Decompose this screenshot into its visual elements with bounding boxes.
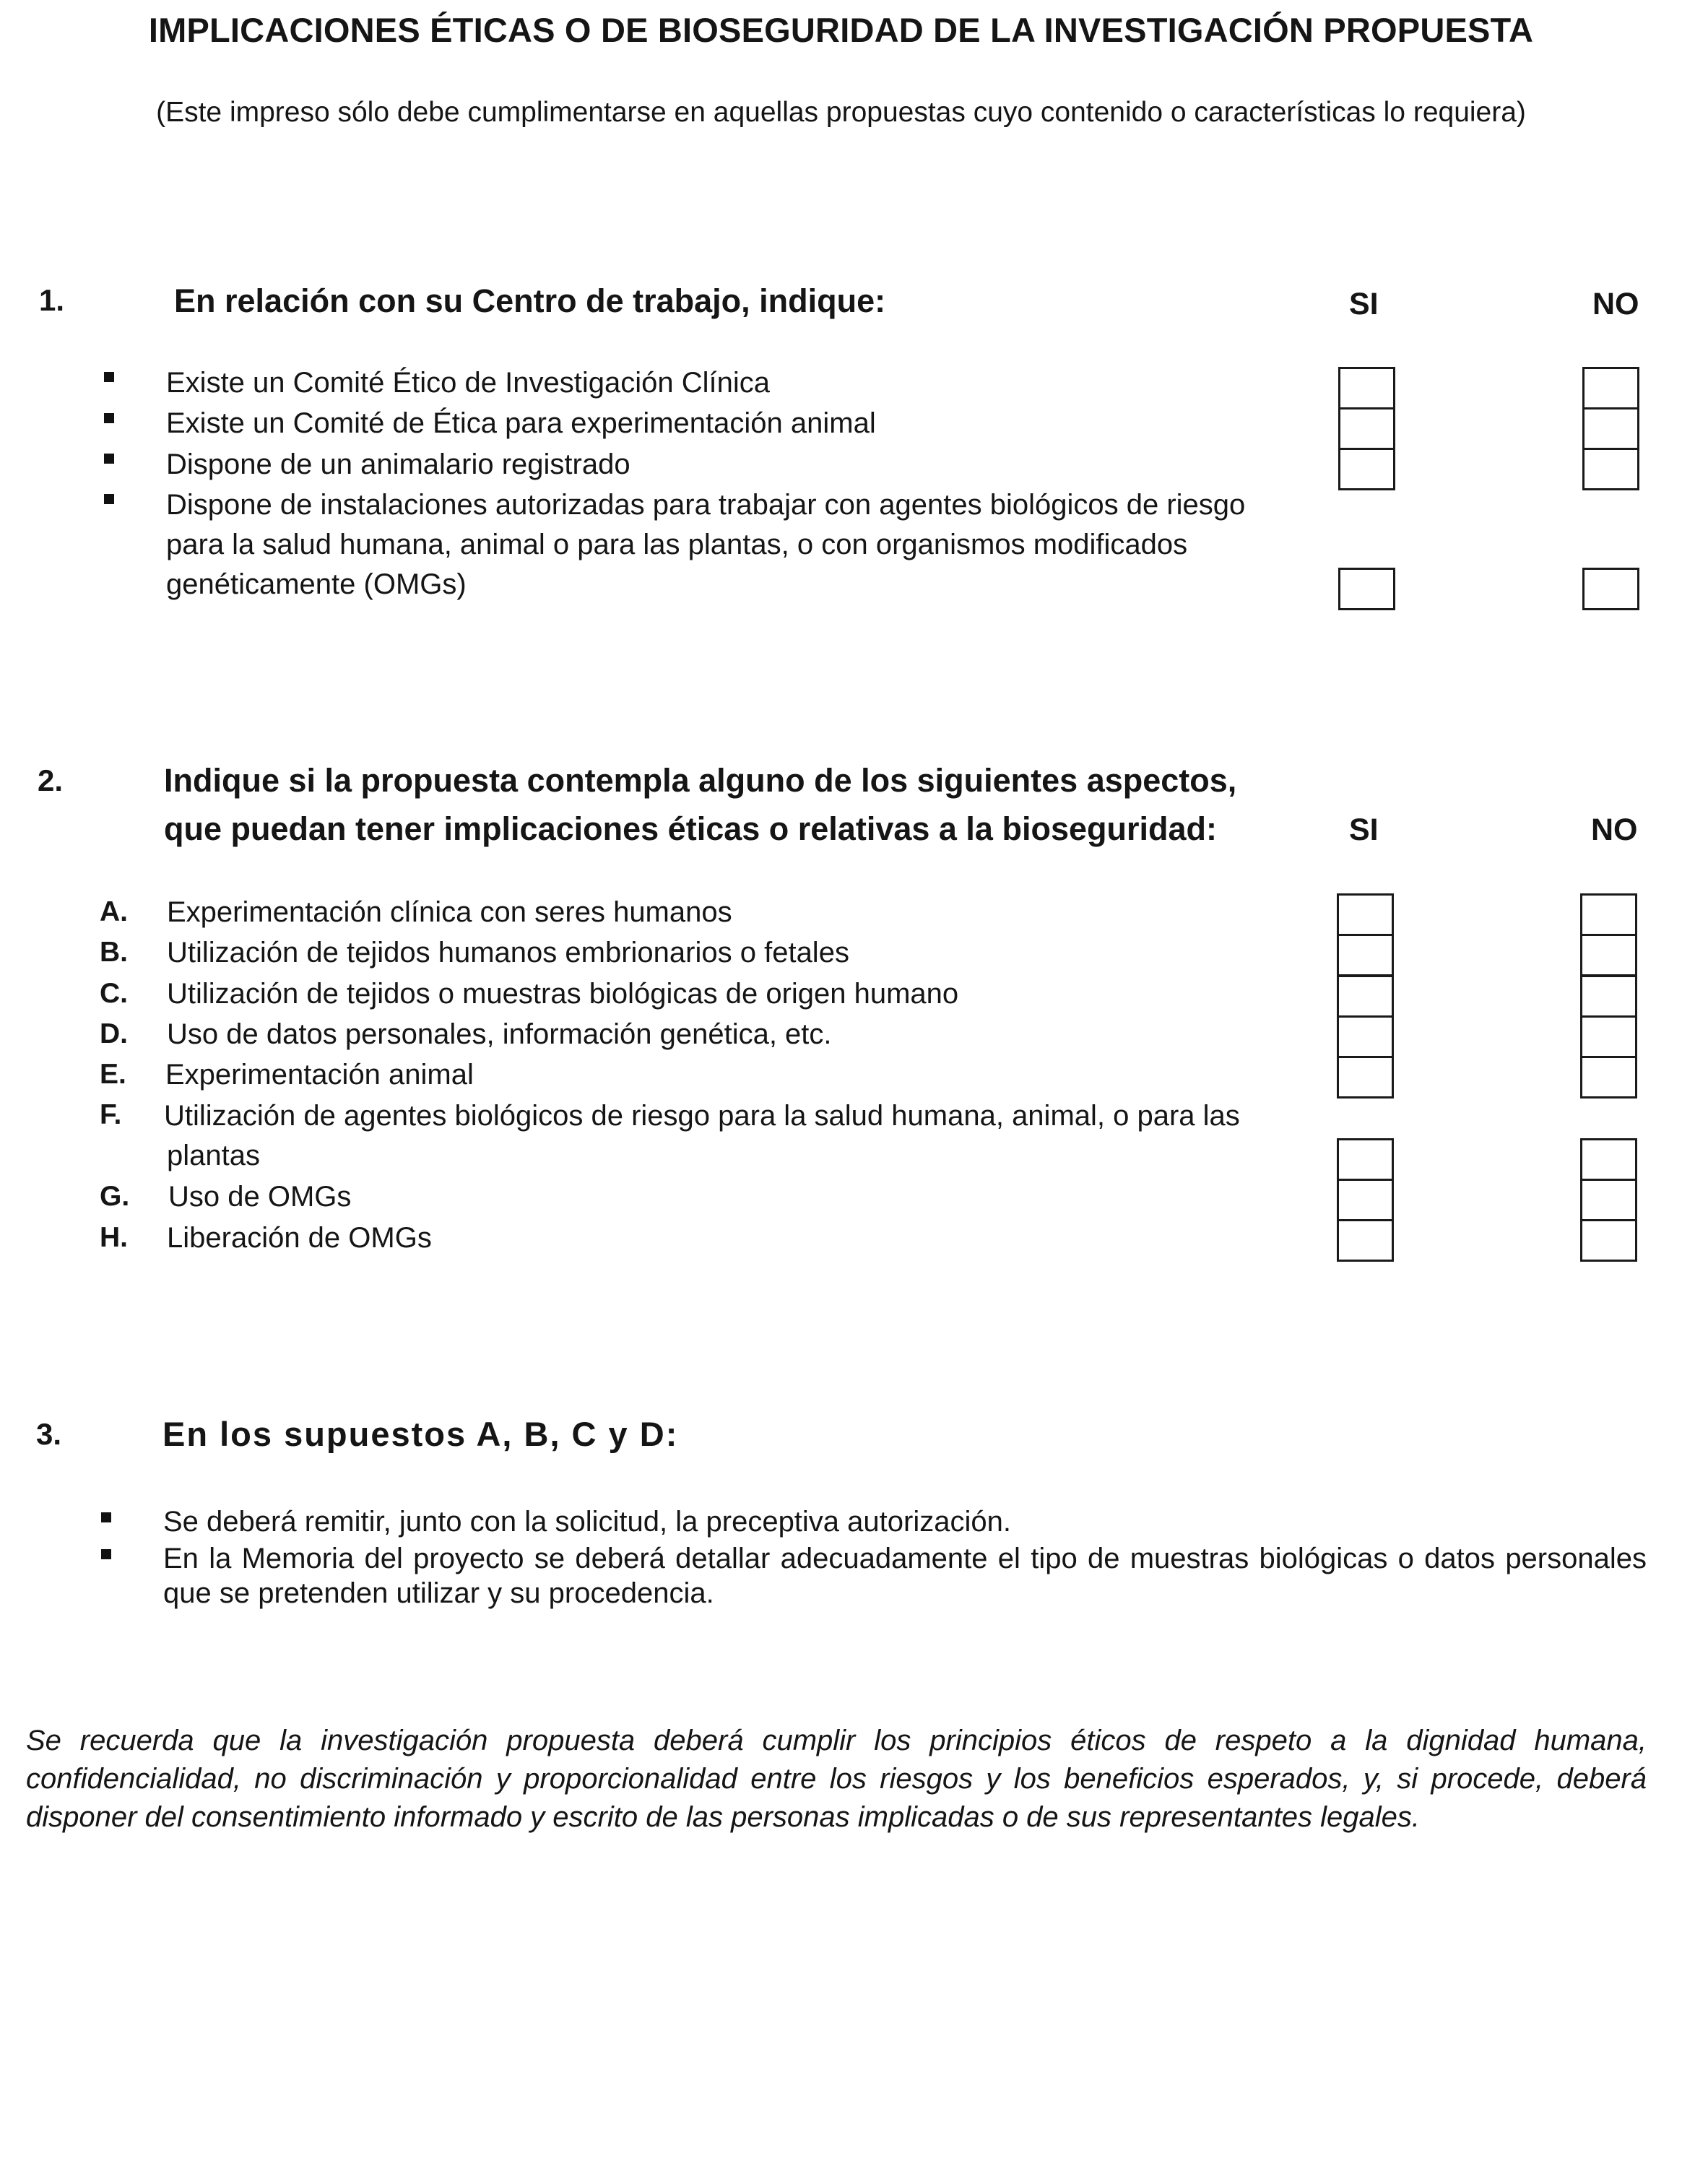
- section2-item-d-no-checkbox[interactable]: [1580, 1015, 1637, 1058]
- section1-item-1-no-checkbox[interactable]: [1582, 367, 1639, 410]
- section2-item-b-no-checkbox[interactable]: [1580, 934, 1637, 976]
- section1-item-1: Existe un Comité Ético de Investigación Clínica: [166, 367, 770, 399]
- section1-number: 1.: [39, 283, 65, 317]
- section2-item-c-no-checkbox[interactable]: [1580, 975, 1637, 1018]
- section2-item-f-line-2: plantas: [167, 1140, 260, 1171]
- section1-item-2: Existe un Comité de Ética para experimentación animal: [166, 407, 876, 439]
- section1-item-4-si-checkbox[interactable]: [1338, 568, 1395, 610]
- section3-bullet-1: Se deberá remitir, junto con la solicitud, la preceptiva autorización.: [163, 1506, 1011, 1538]
- section1-heading: En relación con su Centro de trabajo, indique:: [174, 282, 886, 319]
- section2-item-c-si-checkbox[interactable]: [1337, 975, 1394, 1018]
- section2-item-a-no-checkbox[interactable]: [1580, 893, 1637, 936]
- section2-item-d-si-checkbox[interactable]: [1337, 1015, 1394, 1058]
- section2-item-e: Experimentación animal: [165, 1059, 474, 1091]
- section2-si-label: SI: [1349, 812, 1379, 847]
- section2-item-h-letter: H.: [100, 1222, 128, 1253]
- section1-si-label: SI: [1349, 287, 1379, 321]
- section2-item-f-no-checkbox[interactable]: [1580, 1138, 1637, 1181]
- section3-heading: En los supuestos A, B, C y D:: [162, 1415, 679, 1453]
- section2-item-g: Uso de OMGs: [168, 1181, 352, 1213]
- section2-heading-line-1: Indique si la propuesta contempla alguno de los siguientes aspectos,: [164, 762, 1237, 799]
- section2-item-c-letter: C.: [100, 978, 128, 1009]
- section2-item-b: Utilización de tejidos humanos embrionarios o fetales: [167, 937, 849, 968]
- section2-item-e-letter: E.: [100, 1059, 126, 1090]
- section3-bullet-2-line-2: que se pretenden utilizar y su procedencia.: [163, 1577, 714, 1609]
- section2-number: 2.: [38, 763, 64, 797]
- section2-item-f-line-1: Utilización de agentes biológicos de riesgo para la salud humana, animal, o para las: [164, 1100, 1240, 1132]
- bullet-icon: [104, 454, 114, 464]
- bullet-icon: [104, 494, 114, 504]
- section2-item-e-no-checkbox[interactable]: [1580, 1056, 1637, 1098]
- section2-item-b-letter: B.: [100, 937, 128, 968]
- section1-item-3: Dispone de un animalario registrado: [166, 448, 630, 480]
- section1-item-4-no-checkbox[interactable]: [1582, 568, 1639, 610]
- section2-no-label: NO: [1591, 812, 1638, 847]
- section3-bullet-2-line-1: En la Memoria del proyecto se deberá detallar adecuadamente el tipo de muestras biológicas o datos personales: [163, 1543, 1647, 1574]
- section3-number: 3.: [36, 1417, 62, 1451]
- section1-item-3-no-checkbox[interactable]: [1582, 448, 1639, 490]
- section2-item-c: Utilización de tejidos o muestras biológicas de origen humano: [167, 978, 959, 1010]
- bullet-icon: [101, 1512, 111, 1522]
- bullet-icon: [101, 1549, 111, 1559]
- section2-item-h-no-checkbox[interactable]: [1580, 1219, 1637, 1262]
- section2-item-a: Experimentación clínica con seres humanos: [167, 896, 732, 928]
- section1-item-3-si-checkbox[interactable]: [1338, 448, 1395, 490]
- section2-item-d-letter: D.: [100, 1018, 128, 1049]
- section1-item-2-si-checkbox[interactable]: [1338, 407, 1395, 450]
- section2-heading-line-2: que puedan tener implicaciones éticas o relativas a la bioseguridad:: [164, 810, 1217, 847]
- section2-item-a-letter: A.: [100, 896, 128, 927]
- section1-item-4-line-1: Dispone de instalaciones autorizadas para trabajar con agentes biológicos de riesgo: [166, 489, 1246, 521]
- section2-item-h-si-checkbox[interactable]: [1337, 1219, 1394, 1262]
- closing-note: Se recuerda que la investigación propuesta deberá cumplir los principios éticos de respeto a la dignidad humana, confidencialidad, no discriminación y proporcionalidad entre los riesgos y los beneficios esperados, y, si procede, deberá disponer del consentimiento informado y escrito de las personas implicadas o de sus representantes legales.: [26, 1725, 1647, 1833]
- section2-item-f-si-checkbox[interactable]: [1337, 1138, 1394, 1181]
- section1-no-label: NO: [1592, 287, 1639, 321]
- section2-item-e-si-checkbox[interactable]: [1337, 1056, 1394, 1098]
- section2-item-f-letter: F.: [100, 1099, 122, 1130]
- section2-item-g-letter: G.: [100, 1181, 130, 1212]
- section2-item-d: Uso de datos personales, información genética, etc.: [167, 1018, 832, 1050]
- section2-item-g-no-checkbox[interactable]: [1580, 1179, 1637, 1221]
- page-title: IMPLICACIONES ÉTICAS O DE BIOSEGURIDAD DE LA INVESTIGACIÓN PROPUESTA: [148, 11, 1534, 49]
- bullet-icon: [104, 372, 114, 382]
- page-subtitle: (Este impreso sólo debe cumplimentarse en aquellas propuestas cuyo contenido o características lo requiera): [156, 97, 1526, 128]
- section2-item-a-si-checkbox[interactable]: [1337, 893, 1394, 936]
- bullet-icon: [104, 413, 114, 423]
- section1-item-4-line-3: genéticamente (OMGs): [166, 568, 467, 600]
- section2-item-g-si-checkbox[interactable]: [1337, 1179, 1394, 1221]
- section2-item-b-si-checkbox[interactable]: [1337, 934, 1394, 976]
- section1-item-4-line-2: para la salud humana, animal o para las plantas, o con organismos modificados: [166, 529, 1188, 560]
- section1-item-2-no-checkbox[interactable]: [1582, 407, 1639, 450]
- section1-item-1-si-checkbox[interactable]: [1338, 367, 1395, 410]
- section2-item-h: Liberación de OMGs: [167, 1222, 432, 1254]
